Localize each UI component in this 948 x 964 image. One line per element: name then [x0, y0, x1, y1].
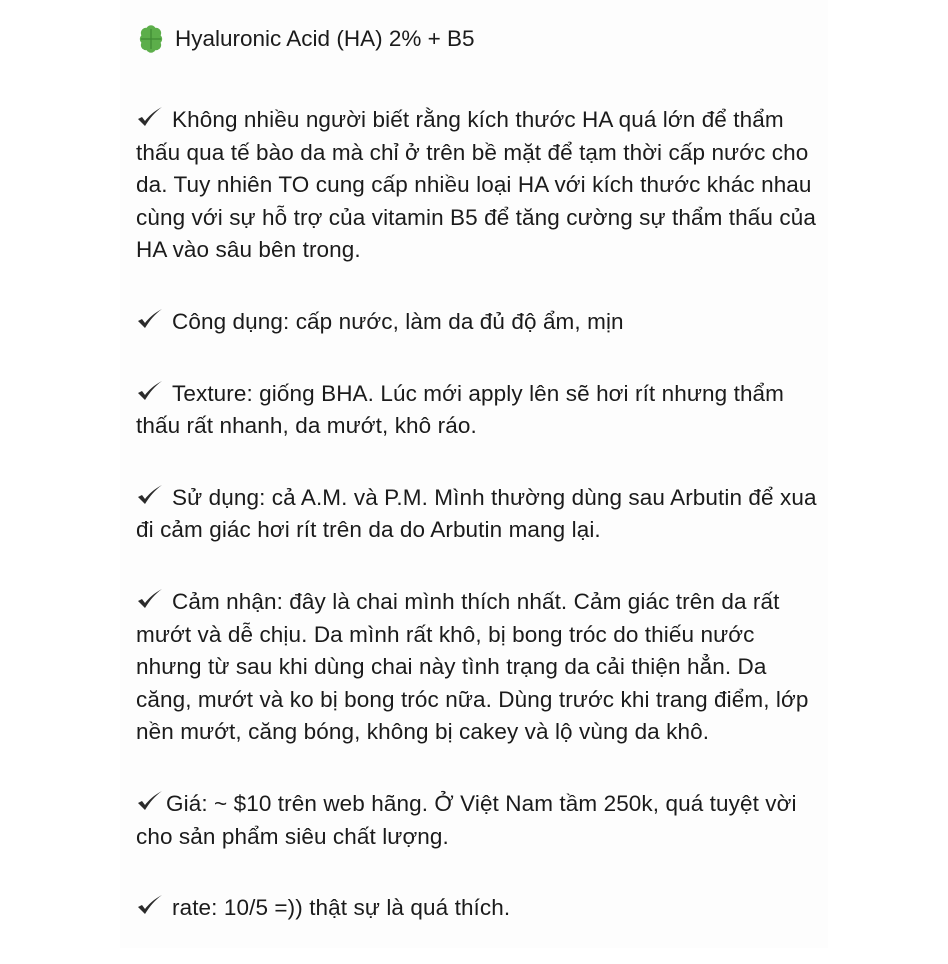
paragraph-text: rate: 10/5 =)) thật sự là quá thích.: [172, 895, 511, 921]
paragraph-text: Giá: ~ $10 trên web hãng. Ở Việt Nam tầm 250k, quá tuyệt vời cho sản phẩm siêu chất lượng.: [136, 790, 797, 849]
check-mark-icon: [136, 484, 164, 508]
check-mark-icon: [136, 308, 164, 332]
check-mark-icon: [136, 106, 164, 130]
check-mark-icon: [136, 380, 164, 404]
paragraph-uses: [136, 306, 824, 339]
note-content: [136, 20, 826, 964]
note-title: [136, 20, 826, 58]
paragraph-text: Sử dụng: cả A.M. và P.M. Mình thường dùng sau Arbutin để xua đi cảm giác hơi rít trên da do Arbutin mang lại.: [136, 484, 817, 543]
paragraph-rate: [136, 892, 824, 925]
paragraph-texture: [136, 378, 824, 443]
paragraph-ha-size: [136, 104, 824, 267]
paragraph-text: Công dụng: cấp nước, làm da đủ độ ẩm, mịn: [172, 308, 624, 334]
title-text: Hyaluronic Acid (HA) 2% + B5: [175, 26, 475, 51]
check-mark-icon: [136, 790, 164, 814]
paragraph-usage: [136, 482, 824, 547]
check-mark-icon: [136, 588, 164, 612]
paragraph-text: Texture: giống BHA. Lúc mới apply lên sẽ hơi rít nhưng thẩm thấu rất nhanh, da mướt, khô ráo.: [136, 380, 785, 439]
check-mark-icon: [136, 894, 164, 918]
paragraph-price: [136, 788, 824, 853]
paragraph-impression: [136, 586, 824, 749]
four-leaf-clover-icon: [136, 24, 166, 54]
paragraph-text: Cảm nhận: đây là chai mình thích nhất. Cảm giác trên da rất mướt và dễ chịu. Da mình rất khô, bị bong tróc do thiếu nước nhưng từ sau khi dùng chai này tình trạng da cải thiện hẳn. Da căng, mướt và ko bị bong tróc nữa. Dùng trước khi trang điểm, lớp nền mướt, căng bóng, không bị cakey và lộ vùng da khô.: [136, 588, 809, 745]
paragraph-text: Không nhiều người biết rằng kích thước HA quá lớn để thẩm thấu qua tế bào da mà chỉ ở trên bề mặt để tạm thời cấp nước cho da. Tuy nhiên TO cung cấp nhiều loại HA với kích thước khác nhau cùng với sự hỗ trợ của vitamin B5 để tăng cường sự thẩm thấu của HA vào sâu bên trong.: [136, 107, 816, 263]
